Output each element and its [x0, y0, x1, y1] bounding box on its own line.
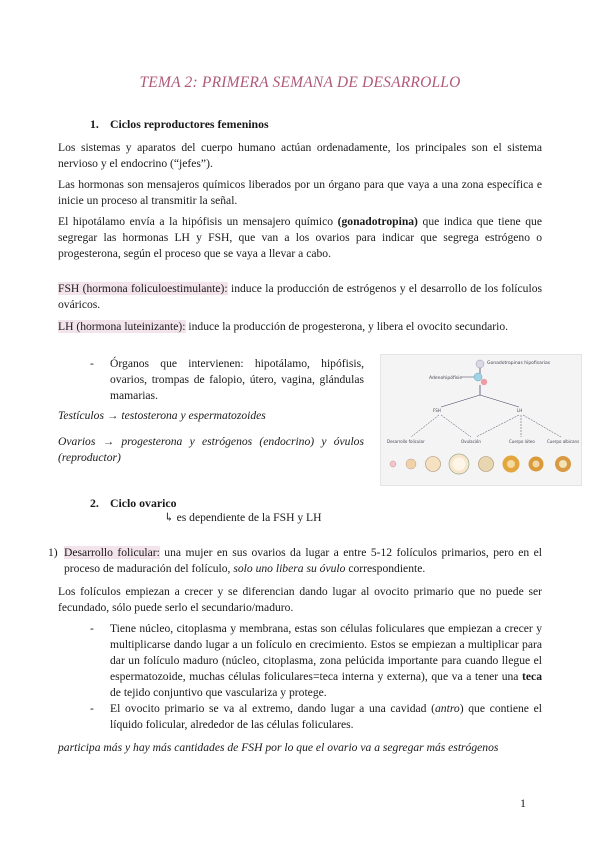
- follicle-1: [390, 461, 396, 467]
- teca-term: teca: [522, 670, 542, 683]
- page-title: TEMA 2: PRIMERA SEMANA DE DESARROLLO: [139, 74, 461, 91]
- arrow-1: [411, 415, 439, 437]
- follicle-3: [426, 457, 441, 472]
- follicle-bullet-2: [90, 701, 542, 733]
- b1-a: Tiene núcleo, citoplasma y membrana, estas son células foliculares que empiezan a crecer y multiplicarse dando lugar a un folículo en crecimiento. Estos se empiezan a multiplicar para dar un folículo maduro (núcleo, citoplasma, zona pelúcida importante para cuando llegue el espermatozoide, muchas células foliculares=teca interna y externa), que va a tener una: [110, 622, 542, 683]
- fig-label-c3: Cuerpo lúteo: [509, 439, 535, 444]
- organs-bullet: [90, 356, 364, 404]
- lh-definition: [58, 319, 542, 335]
- fig-label-lh: LH: [517, 408, 523, 413]
- closing-note: participa más y hay más cantidades de FSH por lo que el ovario va a segregar más estrógenos: [58, 741, 499, 754]
- b2-a: El ovocito primario se va al extremo, dando lugar a una cavidad (: [110, 702, 435, 715]
- item1-a: una mujer en sus ovarios da lugar a entre 5-12 folículos primarios, pero en el proceso de maduración del folículo,: [64, 546, 542, 575]
- arrow-2: [441, 415, 471, 437]
- section2-number: 2.: [90, 496, 99, 510]
- fig-label-c1: Desarrollo folicular: [387, 439, 425, 444]
- section2-subnote: ↳ es dependiente de la FSH y LH: [164, 511, 322, 524]
- arrow-right: [480, 395, 519, 407]
- fig-label-c4: Cuerpo albicans: [547, 439, 580, 444]
- bullet-dash: -: [90, 357, 94, 370]
- testiculos-line: Testículos → testosterona y espermatozoides: [58, 409, 266, 422]
- corpus-luteum-1-inner: [507, 460, 515, 468]
- organs-text: Órganos que intervienen: hipotálamo, hipófisis, ovarios, trompas de falopio, útero, vagina, glándulas mamarias.: [110, 357, 364, 402]
- section1-paragraph-1: Los sistemas y aparatos del cuerpo humano actúan ordenadamente, los principales son el sistema nervioso y el endocrino (“jefes”).: [58, 141, 542, 170]
- p3-text-c: que indica que tiene que segregar las hormonas LH y FSH, que van a los ovarios para indicar que segrega estrógeno o progesterona, según el proceso que se vaya a llevar a cabo.: [58, 215, 542, 260]
- b1-b: de tejido conjuntivo que vasculariza y protege.: [110, 686, 327, 699]
- page-number: 1: [520, 796, 526, 810]
- section2-paragraph-1: Los folículos empiezan a crecer y se diferencian dando lugar al ovocito primario que no puede ser fecundado, sólo puede serlo el secundario/maduro.: [58, 585, 542, 614]
- section1-paragraph-3: [58, 214, 542, 262]
- ovulation-shape: [479, 457, 494, 472]
- corpus-albicans-inner: [559, 460, 567, 468]
- fsh-text: induce la producción de estrógenos y el desarrollo de los folículos ováricos.: [58, 282, 543, 311]
- corpus-luteum-2-inner: [533, 461, 540, 468]
- follicle-2: [406, 459, 416, 469]
- p3-text-a: El hipotálamo envía a la hipófisis un mensajero químico: [58, 215, 338, 228]
- arrow-3: [476, 415, 519, 437]
- item1-b: correspondiente.: [345, 562, 426, 575]
- section1-number: 1.: [90, 117, 99, 131]
- lh-label: LH (hormona luteinizante):: [58, 320, 186, 333]
- item1-italic: solo uno libera su óvulo: [233, 562, 346, 575]
- fig-label-left: Adenohipófisis: [429, 376, 462, 381]
- fig-label-fsh: FSH: [433, 408, 441, 413]
- gonadotropina-term: (gonadotropina): [337, 215, 418, 228]
- section1-paragraph-2: Las hormonas son mensajeros químicos liberados por un órgano para que vaya a una zona específica e inicie un proceso al transmitir la señal.: [58, 178, 542, 207]
- fsh-definition: [58, 281, 542, 313]
- follicle-bullet-1: [90, 621, 542, 701]
- bullet2-dash: -: [90, 702, 94, 715]
- ovarios-line: Ovarios → progesterona y estrógenos (endocrino) y óvulos (reproductor): [58, 435, 364, 464]
- fsh-label: FSH (hormona foliculoestimulante):: [58, 282, 228, 295]
- section2-heading: Ciclo ovarico: [110, 496, 177, 510]
- hypothalamus-shape: [476, 360, 484, 368]
- section1-heading: Ciclos reproductores femeninos: [110, 117, 269, 131]
- lh-text: induce la producción de progesterona, y libera el ovocito secundario.: [185, 320, 509, 333]
- fig-label-c2: Ovulación: [461, 439, 481, 444]
- follicle-4-antrum: [453, 458, 466, 471]
- item1-number: 1): [48, 546, 58, 559]
- b2-b: ) que contiene el líquido folicular, alrededor de las células foliculares.: [110, 702, 542, 731]
- fig-label-top: Gonadotropinas hipofisarias: [487, 361, 551, 366]
- bullet1-dash: -: [90, 622, 94, 635]
- item1-label: Desarrollo folicular:: [64, 546, 160, 559]
- arrow-left: [441, 395, 480, 407]
- item1-text: [64, 545, 542, 577]
- arrow-5: [523, 415, 561, 437]
- pituitary-lobe-shape: [481, 379, 487, 385]
- antro-term: antro: [435, 702, 460, 715]
- ovarian-cycle-figure: [380, 354, 582, 486]
- pituitary-shape: [474, 373, 482, 381]
- figure-svg: [381, 355, 581, 485]
